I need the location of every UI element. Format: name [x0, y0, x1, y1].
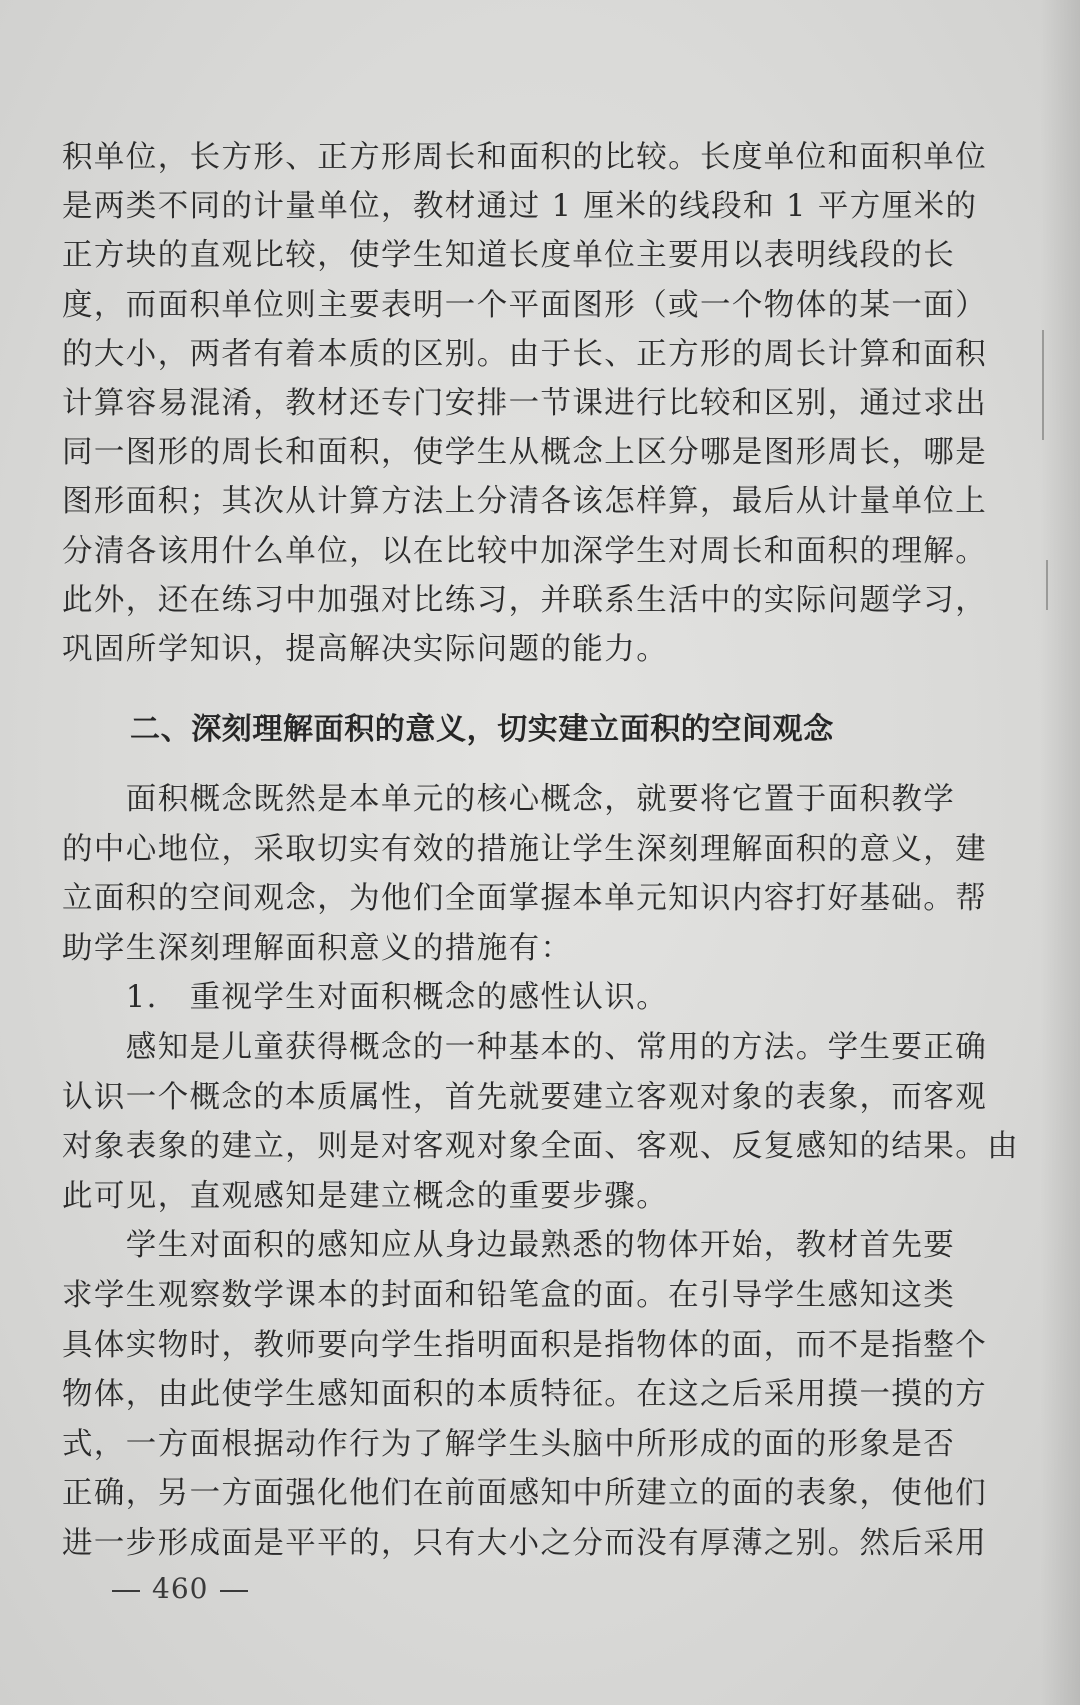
text-line: 正方块的直观比较，使学生知道长度单位主要用以表明线段的长: [62, 238, 956, 274]
text-line: 认识一个概念的本质属性，首先就要建立客观对象的表象，而客观: [62, 1079, 988, 1115]
text-line: 是两类不同的计量单位，教材通过 1 厘米的线段和 1 平方厘米的: [62, 189, 978, 225]
text-line: 度，而面积单位则主要表明一个平面图形（或一个物体的某一面）: [62, 287, 988, 323]
text-line: 助学生深刻理解面积意义的措施有：: [62, 930, 573, 966]
list-item-heading: 1. 重视学生对面积概念的感性认识。: [62, 980, 669, 1016]
text-line: 学生对面积的感知应从身边最熟悉的物体开始，教材首先要: [62, 1228, 956, 1264]
text-line: 的大小，两者有着本质的区别。由于长、正方形的周长计算和面积: [62, 336, 988, 372]
text-line: 积单位，长方形、正方形周长和面积的比较。长度单位和面积单位: [62, 140, 988, 175]
page-footer: [100, 1572, 260, 1605]
text-line: 求学生观察数学课本的封面和铅笔盒的面。在引导学生感知这类: [62, 1277, 956, 1313]
text-line: 的中心地位，采取切实有效的措施让学生深刻理解面积的意义，建: [62, 831, 988, 867]
text-line: 立面积的空间观念，为他们全面掌握本单元知识内容打好基础。帮: [62, 881, 988, 917]
text-line: 图形面积；其次从计算方法上分清各该怎样算，最后从计量单位上: [62, 484, 988, 520]
text-line: 正确，另一方面强化他们在前面感知中所建立的面的表象，使他们: [62, 1476, 988, 1512]
dash-right: [220, 1590, 248, 1592]
text-line: 分清各该用什么单位，以在比较中加深学生对周长和面积的理解。: [62, 533, 988, 569]
margin-mark: [1046, 560, 1048, 610]
paragraph-1: [62, 133, 992, 674]
dash-left: [112, 1590, 140, 1592]
margin-mark: [1042, 330, 1044, 440]
page-number: 460: [152, 1572, 209, 1605]
text-line: 进一步形成面是平平的，只有大小之分而没有厚薄之别。然后采用: [62, 1525, 988, 1561]
text-line: 感知是儿童获得概念的一种基本的、常用的方法。学生要正确: [62, 1029, 988, 1065]
text-line: 此可见，直观感知是建立概念的重要步骤。: [62, 1178, 669, 1214]
text-line: 此外，还在练习中加强对比练习，并联系生活中的实际问题学习，: [62, 582, 988, 618]
text-line: 具体实物时，教师要向学生指明面积是指物体的面，而不是指整个: [62, 1327, 988, 1363]
text-line: 巩固所学知识，提高解决实际问题的能力。: [62, 632, 669, 668]
text-line: 计算容易混淆，教材还专门安排一节课进行比较和区别，通过求出: [62, 386, 988, 422]
paragraph-2: [62, 775, 1019, 1569]
text-line: 面积概念既然是本单元的核心概念，就要将它置于面积教学: [62, 782, 956, 817]
text-line: 物体，由此使学生感知面积的本质特征。在这之后采用摸一摸的方: [62, 1377, 988, 1413]
binding-shadow: [1040, 0, 1080, 1705]
section-heading: 二、深刻理解面积的意义，切实建立面积的空间观念: [130, 712, 834, 747]
text-line: 同一图形的周长和面积，使学生从概念上区分哪是图形周长，哪是: [62, 435, 988, 471]
text-line: 式，一方面根据动作行为了解学生头脑中所形成的面的形象是否: [62, 1426, 956, 1462]
text-line: 对象表象的建立，则是对客观对象全面、客观、反复感知的结果。由: [62, 1129, 1019, 1165]
